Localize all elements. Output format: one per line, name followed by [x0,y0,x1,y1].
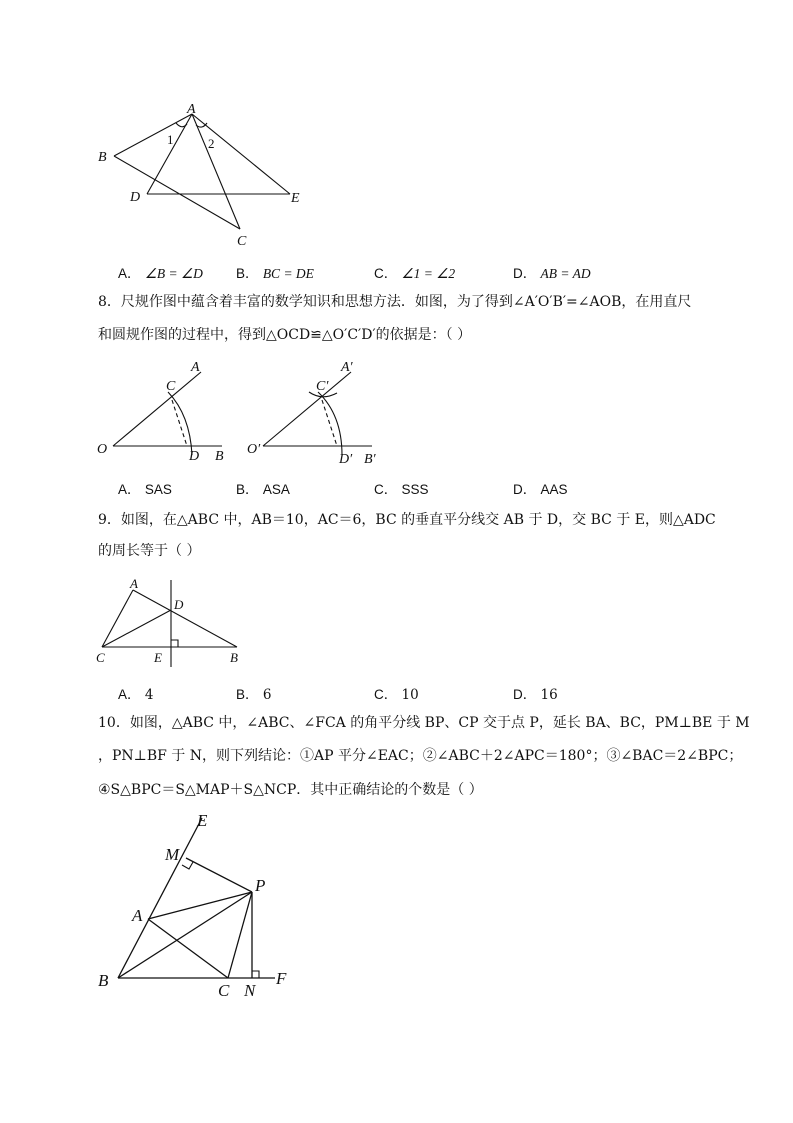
q9-label-C: C [96,650,105,665]
q8-label-C2: C′ [316,379,329,394]
q10-seg-AP [148,892,252,919]
q10-seg-AC [148,919,228,978]
q9-option-d: D． 16 [513,687,558,703]
q8-option-a: A． SAS [118,482,172,497]
q10-label-B: B [98,971,109,990]
q7-option-a: A． ∠B = ∠D [118,266,203,281]
q8-option-c: C． SSS [374,482,429,497]
q10-label-N: N [244,981,256,998]
q9-seg-AB [133,590,237,647]
q10-label-E: E [197,811,208,830]
q7-seg-AE [192,114,290,194]
q7-label-2: 2 [208,136,215,151]
q8-label-O: O [97,442,108,457]
q9-option-a: A． 4 [118,687,154,703]
q7-label-B: B [98,150,107,165]
q7-option-b: B． BC = DE [236,266,314,281]
q10-stem-line2: ，PN⊥BF 于 N，则下列结论：①AP 平分∠EAC；②∠ABC＋2∠APC＝180°；③∠BAC＝2∠BPC； [98,748,743,764]
q7-angle2-arc [196,123,207,127]
q8-figure [90,355,390,470]
q9-label-D: D [174,597,184,612]
q8-option-d: D． AAS [513,482,568,497]
q8-label-B2: B′ [364,452,376,467]
q8-ray-OA [113,372,201,446]
q7-label-E: E [291,191,300,206]
q8-label-B: B [215,449,224,464]
q10-label-P: P [255,876,266,895]
q7-label-1: 1 [167,132,174,147]
q8-stem-line2: 和圆规作图的过程中，得到△OCD≌△O′C′D′的依据是：（ ） [98,327,472,343]
q10-seg-PM [186,858,252,892]
q9-label-E: E [154,650,162,665]
q7-figure [90,100,320,255]
q10-right-angle-M [182,862,193,869]
q7-label-C: C [237,234,247,249]
q7-option-d: D． AB = AD [513,266,591,281]
q10-right-angle-N [252,971,259,978]
q9-figure [90,572,250,667]
q10-stem-line1: 10．如图，△ABC 中，∠ABC、∠FCA 的角平分线 BP、CP 交于点 P，延长 BA、BC，PM⊥BE 于 M [98,715,750,731]
q8-label-C: C [166,379,176,394]
q10-label-M: M [165,845,180,864]
q9-label-B: B [230,650,238,665]
q10-label-A: A [132,906,143,925]
q7-seg-AC [192,114,240,229]
q8-ray-O2A2 [263,372,351,446]
q10-label-C: C [218,981,230,998]
q7-label-D: D [130,190,141,205]
q8-option-b: B． ASA [236,482,290,497]
q9-stem-line1: 9．如图，在△ABC 中，AB＝10，AC＝6，BC 的垂直平分线交 AB 于 D，交 BC 于 E，则△ADC [98,512,716,528]
q10-label-F: F [276,969,287,988]
q10-stem-line3: ④S△BPC＝S△MAP＋S△NCP．其中正确结论的个数是（ ） [98,782,483,798]
q10-figure [90,808,310,998]
q8-label-D: D [189,449,200,464]
q7-option-c: C． ∠1 = ∠2 [374,266,456,281]
q8-label-A2: A′ [341,360,353,375]
q9-right-angle-mark [171,640,178,647]
q7-label-A: A [187,102,196,117]
q8-label-O2: O′ [247,442,261,457]
q8-label-A: A [191,360,200,375]
q9-stem-line2: 的周长等于（ ） [98,543,201,559]
q8-label-D2: D′ [339,452,353,467]
q9-label-A: A [130,576,138,591]
q10-ray-BE [118,818,202,978]
q9-option-c: C． 10 [374,687,419,703]
q9-option-b: B． 6 [236,687,272,703]
q8-stem-line1: 8．尺规作图中蕴含着丰富的数学知识和思想方法．如图，为了得到∠A′O′B′=∠AOB，在用直尺 [98,294,692,310]
